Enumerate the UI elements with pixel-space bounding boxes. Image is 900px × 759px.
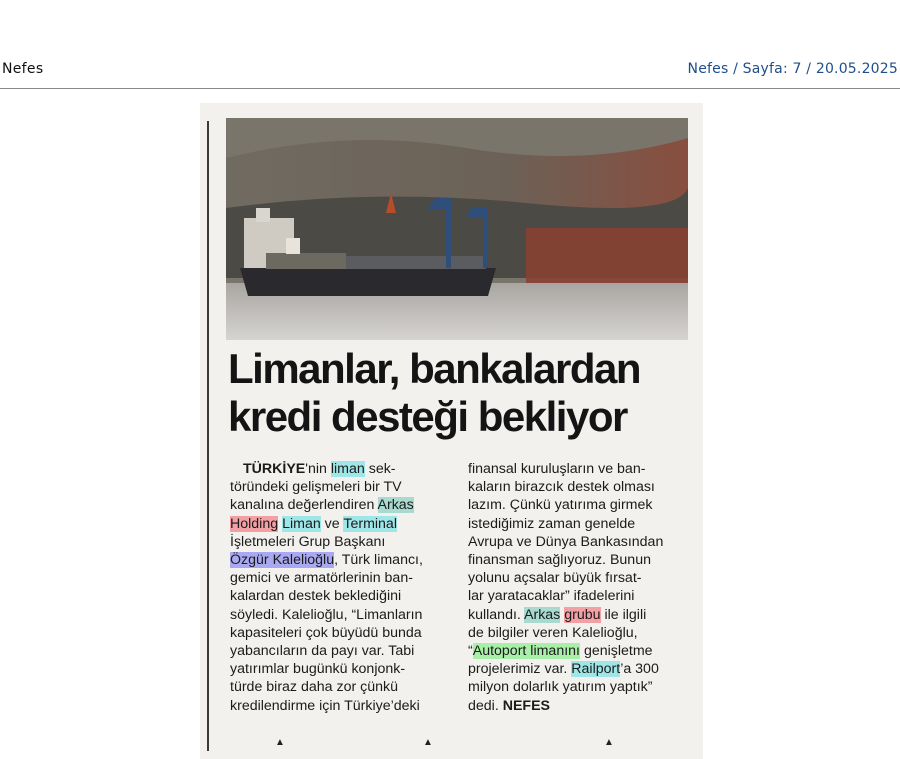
kicker-word: TÜRKİYE xyxy=(243,461,306,477)
headline-line-2: kredi desteği bekliyor xyxy=(228,393,627,440)
text-line: lazım. Çünkü yatırıma girmek xyxy=(468,497,653,514)
highlight-person: Özgür Kalelioğlu xyxy=(230,552,335,569)
text-line: gemici ve armatörlerinin ban- xyxy=(230,570,413,587)
highlight-keyword: Terminal xyxy=(343,515,397,532)
text-line xyxy=(230,460,460,478)
text-span: projelerimiz var. xyxy=(468,661,572,678)
text-span: 'nin xyxy=(305,461,331,477)
text-span: dedi. xyxy=(468,697,503,714)
publication-name: Nefes xyxy=(2,61,44,77)
highlight-keyword: Arkas xyxy=(524,606,561,623)
text-line xyxy=(230,496,460,514)
newspaper-clipping xyxy=(200,103,703,759)
text-line xyxy=(230,551,460,569)
text-span: ’a 300 xyxy=(620,661,659,678)
text-line: kalardan destek beklediğini xyxy=(230,588,402,605)
port-photo-illustration xyxy=(226,118,688,340)
byline-signature: NEFES xyxy=(502,697,551,714)
text-line xyxy=(468,642,698,660)
highlight-keyword: Arkas xyxy=(377,497,414,514)
highlight-keyword: liman xyxy=(330,461,365,477)
text-line: yolunu açsalar büyük fırsat- xyxy=(468,570,642,587)
text-line: milyon dolarlık yatırım yaptık” xyxy=(468,679,653,696)
text-line: töründeki gelişmeleri bir TV xyxy=(230,479,402,496)
text-line: yabancıların da payı var. Tabi xyxy=(230,643,415,660)
highlight-keyword: grubu xyxy=(564,606,601,623)
text-line xyxy=(468,697,698,715)
text-span: ve xyxy=(320,515,344,532)
text-line xyxy=(468,660,698,678)
text-line xyxy=(230,515,460,533)
article-column-2 xyxy=(468,460,698,715)
text-line: finansman sağlıyoruz. Bunun xyxy=(468,552,651,569)
clipping-header xyxy=(0,0,900,89)
text-line: kapasiteleri çok büyüdü bunda xyxy=(230,624,422,641)
highlight-keyword: Autoport limanını xyxy=(472,643,580,660)
text-span: ile ilgili xyxy=(600,606,647,623)
text-line xyxy=(468,606,698,624)
crop-mark-icon: ▲ xyxy=(604,737,614,748)
text-line: de bilgiler veren Kalelioğlu, xyxy=(468,624,638,641)
text-line: kredilendirme için Türkiye’deki xyxy=(230,697,420,714)
text-line: yatırımlar bugünkü konjonk- xyxy=(230,661,406,678)
crop-mark-icon: ▲ xyxy=(423,737,433,748)
text-line: söyledi. Kalelioğlu, “Limanların xyxy=(230,606,423,623)
text-line: istediğimiz zaman genelde xyxy=(468,515,636,532)
highlight-keyword: Liman xyxy=(282,515,321,532)
text-span: kanalına değerlendiren xyxy=(230,497,378,514)
highlight-keyword: Holding xyxy=(230,515,279,532)
text-line: türde biraz daha zor çünkü xyxy=(230,679,398,696)
text-span: genişletme xyxy=(580,643,653,660)
highlight-keyword: Railport xyxy=(571,661,621,678)
port-photo xyxy=(226,118,688,340)
column-rule xyxy=(207,121,209,751)
text-line: kaların birazcık destek olması xyxy=(468,479,655,496)
text-span: “ xyxy=(468,643,473,660)
text-line: finansal kuruluşların ve ban- xyxy=(468,461,646,477)
text-line: lar yaratacaklar” ifadelerini xyxy=(468,588,635,605)
text-span: kullandı. xyxy=(468,606,525,623)
headline-line-1: Limanlar, bankalardan xyxy=(228,345,641,392)
text-line: İşletmeleri Grup Başkanı xyxy=(230,533,386,550)
article-column-1 xyxy=(230,460,460,715)
text-span: sek- xyxy=(364,461,396,477)
source-info: Nefes / Sayfa: 7 / 20.05.2025 xyxy=(687,61,898,77)
text-line: Avrupa ve Dünya Bankasından xyxy=(468,533,664,550)
text-span: , Türk limancı, xyxy=(334,552,423,569)
article-headline xyxy=(228,345,698,441)
crop-mark-icon: ▲ xyxy=(275,737,285,748)
